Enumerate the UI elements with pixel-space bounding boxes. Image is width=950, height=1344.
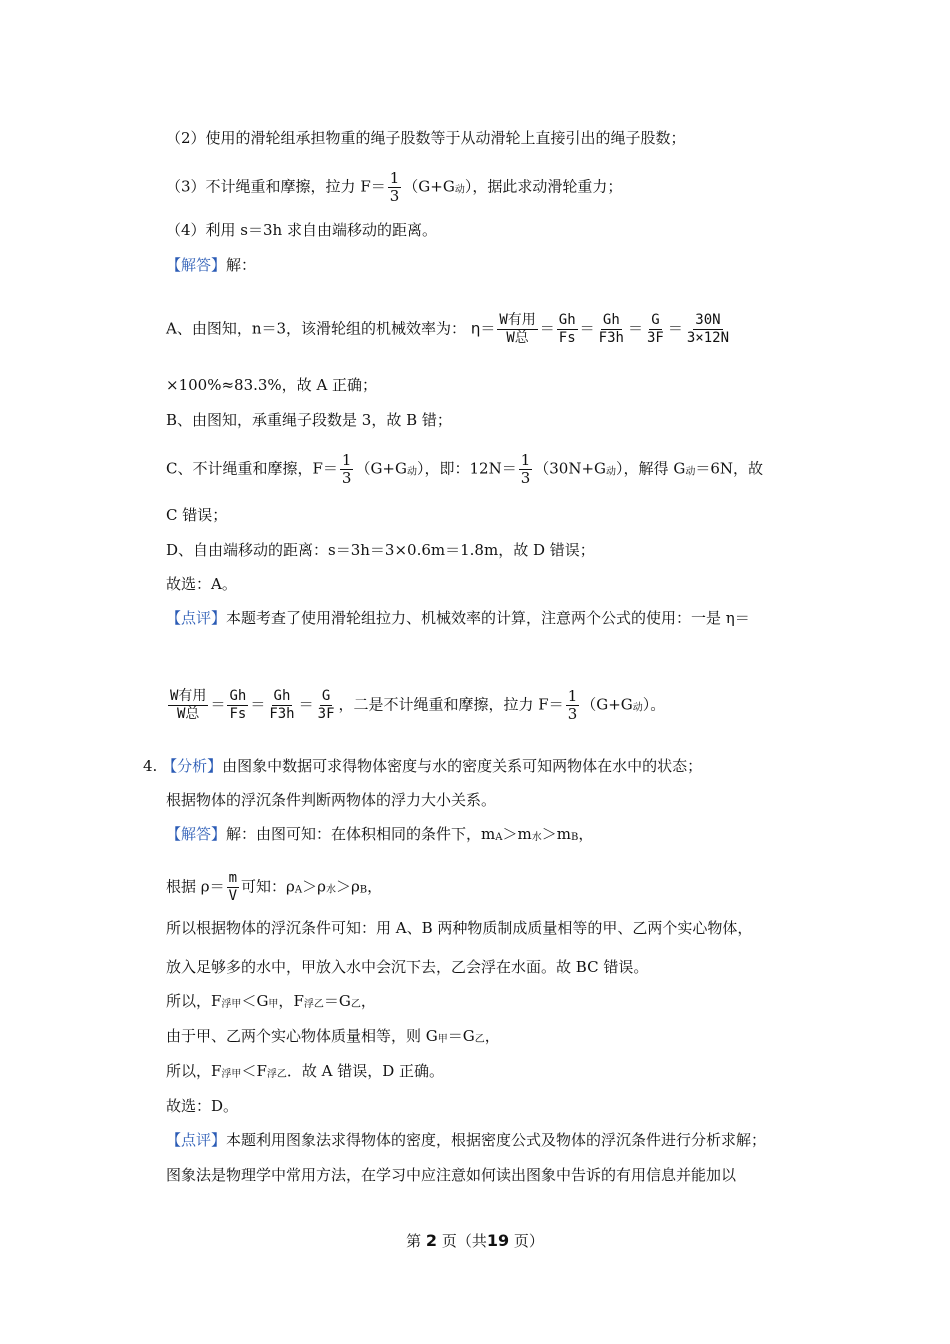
denominator: W总 <box>177 706 200 722</box>
expr: （30N+G <box>534 459 607 478</box>
frac-gh-f3h <box>597 312 626 347</box>
line-text: 由于甲、乙两个实心物体质量相等，则 G <box>166 1027 438 1045</box>
subscript: 浮甲 <box>221 999 242 1010</box>
equals: ＝ <box>323 992 339 1010</box>
numerator: Gh <box>229 688 247 704</box>
comment-mid: ，二是不计绳重和摩擦，拉力 F＝ <box>338 695 564 714</box>
frac-g-3f <box>645 312 666 347</box>
comment-formula-line <box>166 688 665 723</box>
q4-line-2: 根据物体的浮沉条件判断两物体的浮力大小关系。 <box>166 791 497 809</box>
comma: ， <box>278 992 294 1010</box>
subscript: 浮乙 <box>303 999 324 1010</box>
choice-line: 故选：A。 <box>166 575 237 593</box>
footer-post: 页） <box>513 1232 544 1250</box>
numerator: 1 <box>341 451 352 469</box>
equals: ＝ <box>539 319 555 338</box>
hint-line-2: （2）使用的滑轮组承担物重的绳子股数等于从动滑轮上直接引出的绳子股数； <box>166 129 686 147</box>
expr: G <box>462 1027 475 1045</box>
numerator: Gh <box>273 688 291 704</box>
subscript: 浮甲 <box>221 1069 242 1080</box>
frac-gh-fs <box>227 688 248 723</box>
subscript: 浮乙 <box>266 1069 287 1080</box>
denominator: 3 <box>341 469 352 487</box>
option-b-line: B、由图知，承重绳子段数是 3，故 B 错； <box>166 411 452 429</box>
q4-line-7 <box>166 991 376 1015</box>
frac-gh-f3h <box>267 688 296 723</box>
fraction-one-third <box>388 170 402 205</box>
frac-m-v <box>227 870 239 905</box>
comment-text: 本题考查了使用滑轮组拉力、机械效率的计算，注意两个公式的使用：一是 η＝ <box>226 609 750 627</box>
option-a-cont: ×100%≈83.3%，故 A 正确； <box>166 376 378 394</box>
hint-line-3-text: （3）不计绳重和摩擦，拉力 F＝ <box>166 177 386 196</box>
subscript: 甲 <box>437 1034 448 1045</box>
denominator: 3 <box>567 705 578 723</box>
expr: ρ <box>350 877 360 896</box>
analysis-tag: 【分析】 <box>162 757 223 775</box>
numerator: G <box>651 312 660 328</box>
comma: ， <box>367 877 383 896</box>
equals: ＝ <box>667 319 683 338</box>
fraction-one-third <box>566 688 580 723</box>
expr: m <box>556 825 571 843</box>
hint-line-3 <box>166 170 622 205</box>
equals: ＝ <box>579 319 595 338</box>
q4-line-8 <box>166 1026 500 1050</box>
numerator: 1 <box>389 169 400 187</box>
q4-line-9 <box>166 1061 444 1085</box>
denominator: F3h <box>269 706 295 722</box>
denominator: F3h <box>598 330 624 346</box>
expr: F <box>293 992 304 1010</box>
denominator: Fs <box>229 706 247 722</box>
comment-end: 。 <box>650 695 666 714</box>
subscript: 水 <box>531 832 542 843</box>
numerator: W有用 <box>170 688 207 704</box>
subscript: 甲 <box>268 999 279 1010</box>
option-c-mid: ，即：12N＝ <box>424 459 517 478</box>
rho-post: 可知：ρ <box>241 877 295 896</box>
less-than: ＜ <box>241 1062 257 1080</box>
subscript: B <box>570 832 579 843</box>
subscript: 动 <box>454 184 465 196</box>
q4-analysis-line <box>143 756 702 776</box>
expr: ） <box>416 459 425 478</box>
line-text: 所以，F <box>166 1062 222 1080</box>
expr: ρ <box>317 877 326 896</box>
comma: ， <box>360 992 376 1010</box>
denominator: V <box>228 888 238 904</box>
option-a-text: A、由图知，n＝3，该滑轮组的机械效率为： <box>166 319 467 338</box>
subscript: B <box>359 884 368 896</box>
comment-line <box>166 608 750 628</box>
analysis-text: 由图象中数据可求得物体密度与水的密度关系可知两物体在水中的状态； <box>222 757 703 775</box>
expr: G <box>338 992 351 1010</box>
answer-heading <box>166 255 256 275</box>
equals: ＝ <box>298 695 314 714</box>
denominator: 3 <box>520 469 531 487</box>
q4-choice: 故选：D。 <box>166 1097 239 1115</box>
page-footer <box>0 1230 950 1251</box>
denominator: 3 <box>389 187 400 205</box>
comment-tag: 【点评】 <box>166 1131 227 1149</box>
equals: ＝ <box>250 695 266 714</box>
hint-line-4: （4）利用 s＝3h 求自由端移动的距离。 <box>166 221 437 239</box>
rho-text: 根据 ρ＝ <box>166 877 225 896</box>
subscript: 动 <box>406 466 417 478</box>
footer-mid: 页（共 <box>441 1232 487 1250</box>
numerator: 30N <box>695 312 721 328</box>
total-pages: 19 <box>486 1231 510 1250</box>
numerator: W有用 <box>499 312 536 328</box>
answer-tag: 【解答】 <box>166 256 227 274</box>
line-end: ．故 A 错误，D 正确。 <box>286 1062 445 1080</box>
expr: m <box>517 825 532 843</box>
numerator: Gh <box>602 312 620 328</box>
page-number: 2 <box>425 1231 438 1250</box>
q4-line-6: 放入足够多的水中，甲放入水中会沉下去，乙会浮在水面。故 BC 错误。 <box>166 958 649 976</box>
expr: F <box>256 1062 267 1080</box>
denominator: 3F <box>317 706 335 722</box>
numerator: G <box>321 688 331 704</box>
numerator: m <box>228 870 238 886</box>
frac-w <box>168 688 208 723</box>
hint-line-3-tail: ，据此求动滑轮重力； <box>472 177 623 196</box>
greater-than: ＞ <box>502 825 518 843</box>
expr: （G+G <box>355 459 407 478</box>
expr: G <box>256 992 269 1010</box>
equals: ＝ <box>210 695 226 714</box>
subscript: A <box>495 832 503 843</box>
option-a-line <box>166 312 733 347</box>
greater-than: ＞ <box>335 877 351 896</box>
denominator: W总 <box>506 330 529 346</box>
greater-than: ＞ <box>302 877 318 896</box>
expr: ） <box>616 459 624 478</box>
option-c-text: C、不计绳重和摩擦，F＝ <box>166 459 338 478</box>
subscript: 动 <box>685 466 696 478</box>
answer-text: 解：由图可知：在体积相同的条件下，m <box>226 825 496 843</box>
question-number: 4. <box>143 757 158 775</box>
subscript: A <box>294 884 303 896</box>
expr: （G+G <box>581 695 633 714</box>
comma: ， <box>484 1027 500 1045</box>
denominator: Fs <box>558 330 576 346</box>
footer-pre: 第 <box>406 1232 422 1250</box>
numerator: 1 <box>520 451 531 469</box>
comment-tag: 【点评】 <box>166 609 227 627</box>
eta-symbol: η＝ <box>470 319 496 338</box>
q4-line-5: 所以根据物体的浮沉条件可知：用 A、B 两种物质制成质量相等的甲、乙两个实心物体， <box>166 919 753 937</box>
subscript: 动 <box>606 466 617 478</box>
comma: ， <box>578 825 594 843</box>
fraction-one-third <box>340 452 354 487</box>
option-c-end: ＝6N，故 <box>695 459 763 478</box>
q4-rho-line <box>166 870 382 905</box>
denominator: 3F <box>646 330 664 346</box>
frac-gh-fs <box>557 312 578 347</box>
expr: ） <box>642 695 651 714</box>
option-d-line: D、自由端移动的距离：s＝3h＝3×0.6m＝1.8m，故 D 错误； <box>166 541 595 559</box>
greater-than: ＞ <box>541 825 557 843</box>
numerator: Gh <box>558 312 576 328</box>
comment-text: 本题利用图象法求得物体的密度，根据密度公式及物体的浮沉条件进行分析求解； <box>226 1131 767 1149</box>
answer-text: 解： <box>226 256 257 274</box>
option-c-line <box>166 452 763 487</box>
equals: ＝ <box>627 319 643 338</box>
answer-tag: 【解答】 <box>166 825 227 843</box>
frac-30n <box>685 312 731 347</box>
equals: ＝ <box>447 1027 463 1045</box>
option-c-cont: C 错误； <box>166 506 228 524</box>
subscript: 水 <box>325 884 336 896</box>
less-than: ＜ <box>241 992 257 1010</box>
numerator: 1 <box>567 687 578 705</box>
subscript: 乙 <box>474 1034 485 1045</box>
subscript: 动 <box>632 702 643 714</box>
denominator: 3×12N <box>686 330 730 346</box>
frac-w <box>497 312 537 347</box>
expr: （G+G <box>403 177 455 196</box>
q4-comment-line <box>166 1130 766 1150</box>
frac-g-3f <box>316 688 337 723</box>
option-c-post: ，解得 G <box>623 459 686 478</box>
subscript: 乙 <box>350 999 361 1010</box>
expr: ） <box>464 177 473 196</box>
q4-answer-line <box>166 824 593 848</box>
q4-last-line: 图象法是物理学中常用方法，在学习中应注意如何读出图象中告诉的有用信息并能加以 <box>166 1166 737 1184</box>
fraction-one-third <box>519 452 533 487</box>
line-text: 所以，F <box>166 992 222 1010</box>
